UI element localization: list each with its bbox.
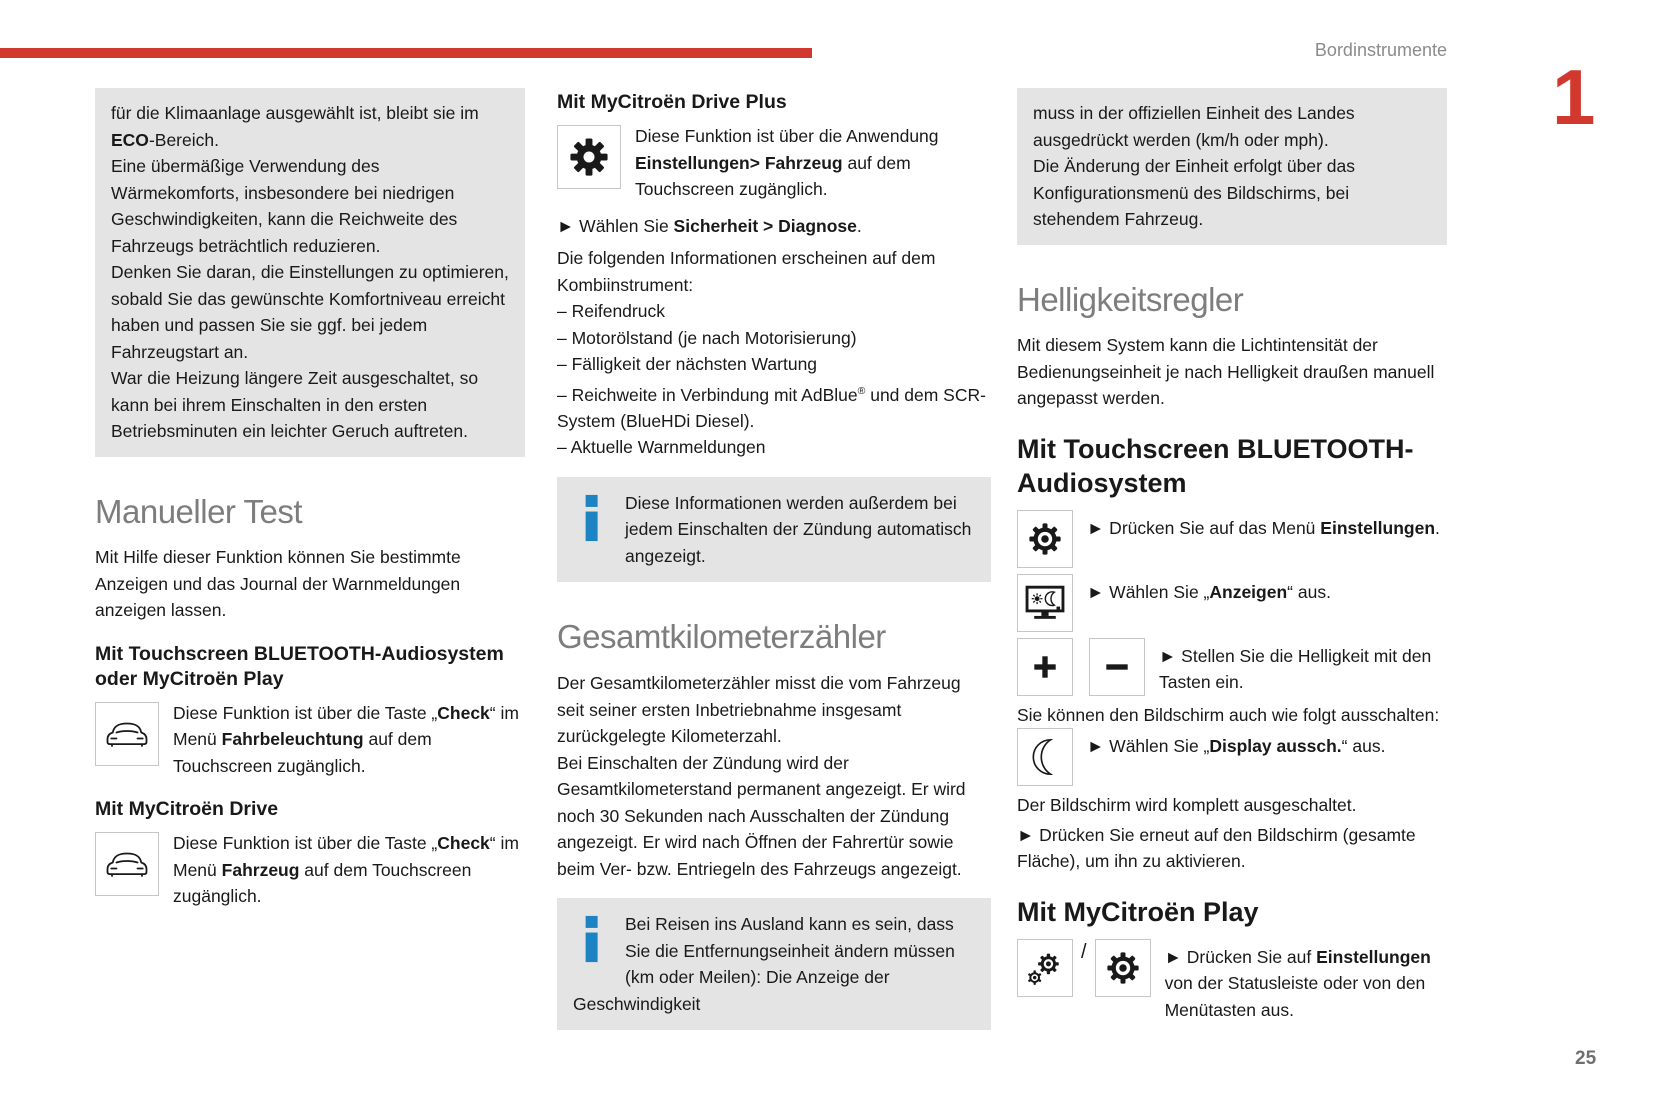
- page-number: 25: [1575, 1048, 1597, 1069]
- left-column: [95, 88, 525, 920]
- settings-gear-icon-box: [1017, 510, 1073, 568]
- list-item: – Motorölstand (je nach Motorisierung): [557, 327, 857, 348]
- step-row-settings: [1017, 510, 1447, 570]
- list-item: – Aktuelle Warnmeldungen: [557, 437, 766, 458]
- minus-icon-box: [1089, 638, 1145, 696]
- car-icon: [103, 710, 151, 758]
- subheading-touchscreen-bluetooth: Mit Touchscreen BLUETOOTH-Audiosystem oder MyCitroën Play: [95, 642, 504, 690]
- note-paragraph: Die Änderung der Einheit erfolgt über das Konfigurationsmenü des Bildschirms, bei stehendem Fahrzeug.: [1033, 156, 1356, 229]
- odometer-paragraph: Der Gesamtkilometerzähler misst die vom Fahrzeug seit seiner ersten Inbetriebnahme insgesamt zurückgelegte Kilometerzahl.: [557, 673, 961, 747]
- settings-gear-icon-box: [1095, 939, 1151, 997]
- check-vehicle-block: [95, 830, 525, 910]
- page-header-label: Bordinstrumente: [1314, 40, 1447, 60]
- step-brightness-text: ► Stellen Sie die Helligkeit mit den Tasten ein.: [1159, 645, 1432, 693]
- step-row-brightness: [1017, 638, 1447, 698]
- play-settings-icons: [1017, 939, 1151, 997]
- list-item: – Fälligkeit der nächsten Wartung: [557, 354, 818, 374]
- note-paragraph: War die Heizung längere Zeit ausgeschaltet, so kann bei ihrem Einschalten in den ersten Betriebsminuten ein leichter Geruch auftreten.: [111, 368, 479, 441]
- subheading-mycitroen-drive: Mit MyCitroën Drive: [95, 798, 279, 821]
- step-display-text: ► Wählen Sie „Anzeigen“ aus.: [1087, 581, 1331, 602]
- info-box-auto-display: [557, 477, 991, 583]
- car-icon-box: [95, 702, 159, 766]
- list-item: – Reichweite in Verbindung mit AdBlue® und dem SCR-System (BlueHDi Diesel).: [557, 384, 986, 431]
- check-vehicle-text: Diese Funktion ist über die Taste „Check“ im Menü Fahrzeug auf dem Touchscreen zugänglich.: [173, 833, 519, 907]
- eco-note-box: [95, 88, 525, 457]
- double-gear-icon: [1023, 946, 1067, 990]
- screen-off-intro: Sie können den Bildschirm auch wie folgt ausschalten:: [1017, 704, 1440, 725]
- info-icon: [581, 494, 605, 542]
- note-paragraph: Denken Sie daran, die Einstellungen zu optimieren, sobald Sie das gewünschte Komfortniveau erreicht haben und passen Sie sie ggf. bei jedem Fahrzeugstart an.: [111, 262, 509, 362]
- note-paragraph: muss in der offiziellen Einheit des Landes ausgedrückt werden (km/h oder mph).: [1033, 103, 1355, 150]
- double-gear-icon-box: [1017, 939, 1073, 997]
- settings-gear-icon: [1025, 519, 1065, 559]
- info-box-text: Diese Informationen werden außerdem bei jedem Einschalten der Zündung automatisch angezeigt.: [625, 492, 972, 566]
- subheading-drive-plus: Mit MyCitroën Drive Plus: [557, 91, 787, 113]
- step-reactivate: ► Drücken Sie erneut auf den Bildschirm (gesamte Fläche), um ihn zu aktivieren.: [1017, 824, 1416, 872]
- accent-bar: [0, 48, 812, 58]
- brightness-buttons: [1017, 638, 1145, 696]
- settings-app-text: Diese Funktion ist über die Anwendung Einstellungen> Fahrzeug auf dem Touchscreen zugänglich.: [635, 126, 939, 199]
- brightness-intro: Mit diesem System kann die Lichtintensität der Bedienungseinheit je nach Helligkeit draußen manuell angepasst werden.: [1017, 335, 1435, 409]
- right-column: [1017, 88, 1447, 1027]
- note-paragraph: Eine übermäßige Verwendung des Wärmekomforts, insbesondere bei niedrigen Geschwindigkeiten, kann die Reichweite des Fahrzeugs beträchtlich reduzieren.: [111, 156, 458, 256]
- chapter-number: 1: [1552, 53, 1596, 141]
- car-icon-box: [95, 832, 159, 896]
- section-intro: Mit Hilfe dieser Funktion können Sie bestimmte Anzeigen und das Journal der Warnmeldungen anzeigen lassen.: [95, 547, 461, 621]
- gear-icon: [567, 135, 611, 179]
- car-icon: [103, 840, 151, 888]
- info-box-abroad: [557, 898, 991, 1030]
- info-icon: [581, 915, 605, 963]
- note-paragraph: für die Klimaanlage ausgewählt ist, bleibt sie im ECO-Bereich.: [111, 103, 479, 150]
- screen-off-note: Der Bildschirm wird komplett ausgeschaltet.: [1017, 795, 1357, 816]
- display-brightness-icon: [1022, 580, 1068, 626]
- check-lighting-text: Diese Funktion ist über die Taste „Check“ im Menü Fahrbeleuchtung auf dem Touchscreen zugänglich.: [173, 702, 519, 776]
- subheading-mycitroen-play: Mit MyCitroën Play: [1017, 896, 1259, 927]
- step-row-play-settings: [1017, 939, 1447, 1024]
- settings-app-block: [557, 123, 991, 203]
- subheading-touchscreen-bluetooth: Mit Touchscreen BLUETOOTH-Audiosystem: [1017, 433, 1414, 498]
- section-heading-manueller-test: Manueller Test: [95, 492, 303, 530]
- odometer-paragraph: Bei Einschalten der Zündung wird der Gesamtkilometerstand permanent angezeigt. Er wird noch 30 Sekunden nach Ausschalten der Zündung angezeigt. Er wird nach Öffnen der Fahrertür sowie beim Ver- bzw. Entriegeln des Fahrzeugs angezeigt.: [557, 752, 966, 879]
- display-brightness-icon-box: [1017, 574, 1073, 632]
- step-row-display-off: [1017, 728, 1447, 788]
- minus-icon: [1098, 648, 1136, 686]
- step-diagnose: ► Wählen Sie Sicherheit > Diagnose.: [557, 215, 862, 236]
- cluster-info-intro: Die folgenden Informationen erscheinen auf dem Kombiinstrument:: [557, 248, 936, 295]
- step-play-settings-text: ► Drücken Sie auf Einstellungen von der Statusleiste oder von den Menütasten aus.: [1164, 946, 1431, 1020]
- list-item: – Reifendruck: [557, 301, 665, 321]
- moon-icon-box: [1017, 728, 1073, 786]
- section-heading-gesamtkilometerzaehler: Gesamtkilometerzähler: [557, 618, 886, 656]
- abroad-note-continuation-box: [1017, 88, 1447, 245]
- plus-icon-box: [1017, 638, 1073, 696]
- gear-icon-box: [557, 125, 621, 189]
- step-settings-text: ► Drücken Sie auf das Menü Einstellungen.: [1087, 517, 1440, 538]
- icon-separator: /: [1081, 940, 1087, 963]
- step-row-display: [1017, 574, 1447, 634]
- info-box-text: Bei Reisen ins Ausland kann es sein, dass Sie die Entfernungseinheit ändern müssen (km oder Meilen): Die Anzeige der Geschwindigkeit: [573, 914, 955, 1014]
- settings-gear-icon: [1103, 948, 1143, 988]
- cluster-info-list: [557, 298, 991, 461]
- moon-icon: [1023, 735, 1067, 779]
- step-display-off-text: ► Wählen Sie „Display aussch.“ aus.: [1087, 736, 1386, 757]
- middle-column: [557, 88, 991, 1030]
- section-heading-helligkeitsregler: Helligkeitsregler: [1017, 280, 1244, 318]
- plus-icon: [1026, 648, 1064, 686]
- check-lighting-block: [95, 700, 525, 780]
